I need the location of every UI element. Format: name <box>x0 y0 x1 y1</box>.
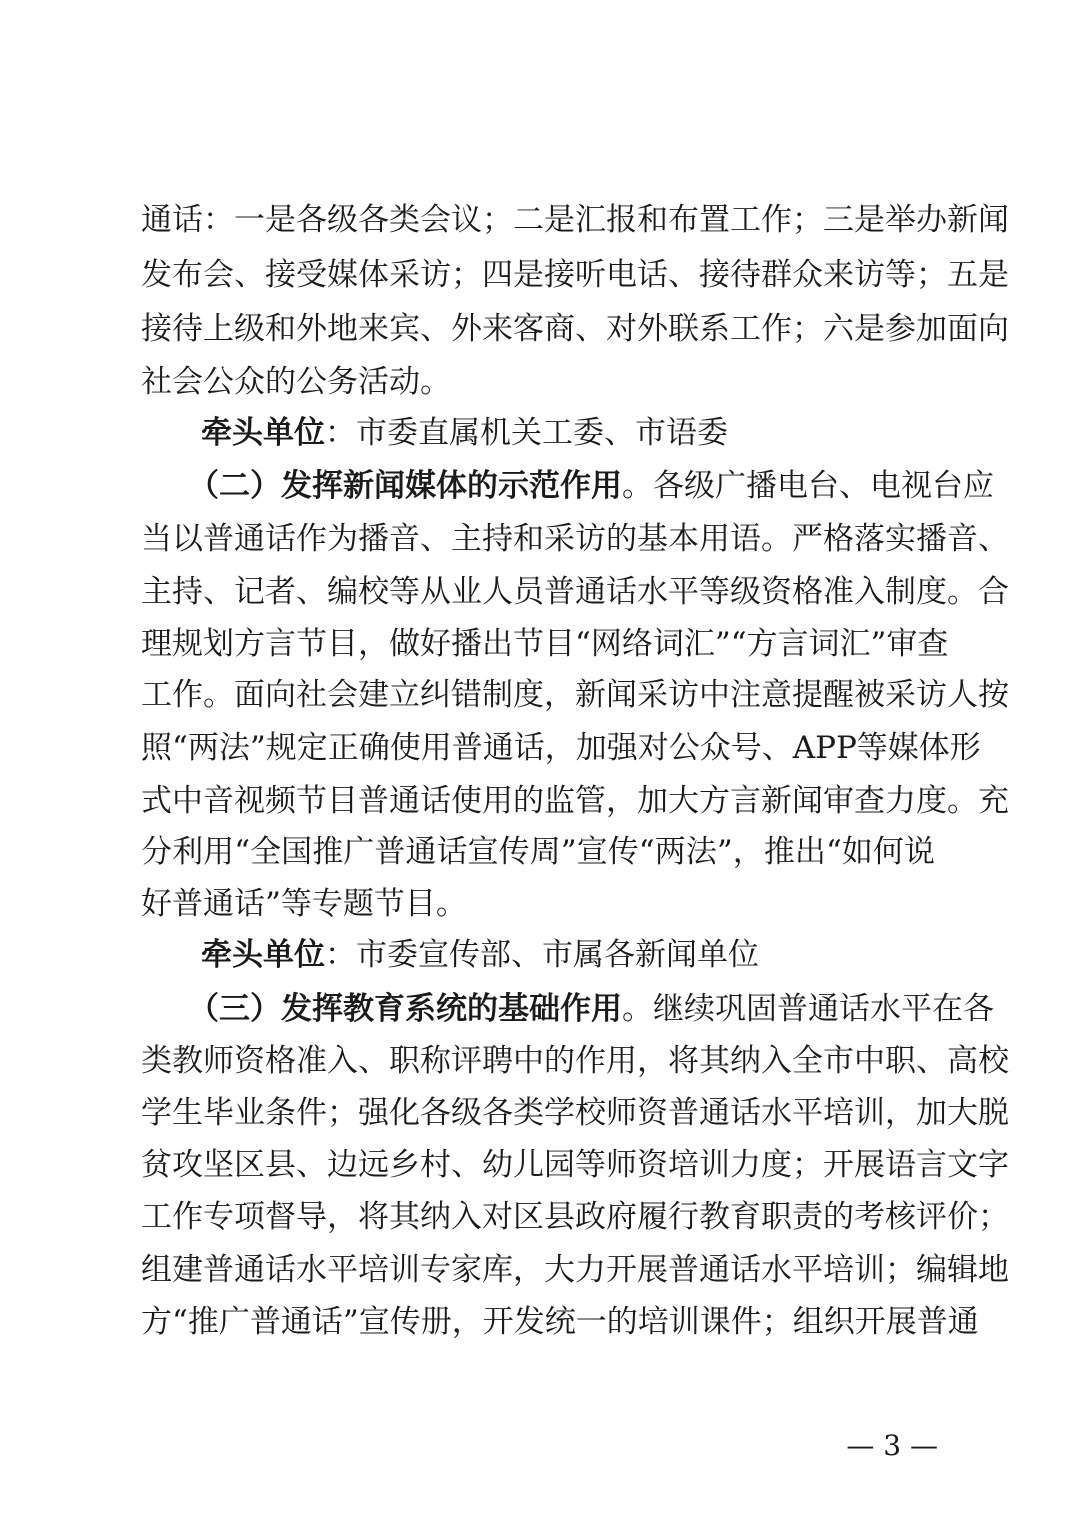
lead-unit-label: 牵头单位 <box>201 415 325 451</box>
section-heading-line <box>188 989 994 1029</box>
section-heading: （三）发挥教育系统的基础作用 <box>188 991 622 1027</box>
paragraph-line: 照“两法”规定正确使用普通话，加强对公众号、APP等媒体形 <box>141 730 981 766</box>
paragraph-line: 社会公众的公务活动。 <box>141 364 451 400</box>
paragraph-line: 式中音视频节目普通话使用的监管，加大方言新闻审查力度。充 <box>141 783 1009 819</box>
lead-unit-line <box>201 413 935 453</box>
section-text: 。各级广播电台、电视台应 <box>622 468 994 504</box>
paragraph-line: 工作。面向社会建立纠错制度，新闻采访中注意提醒被采访人按 <box>141 677 1009 713</box>
paragraph-line: 理规划方言节目，做好播出节目“网络词汇”“方言词汇”审查 <box>141 626 949 662</box>
lead-unit-line <box>201 935 935 975</box>
paragraph-line: 通话：一是各级各类会议；二是汇报和布置工作；三是举办新闻 <box>141 202 1009 238</box>
paragraph-line: 学生毕业条件；强化各级各类学校师资普通话水平培训，加大脱 <box>141 1095 1009 1131</box>
paragraph-line: 当以普通话作为播音、主持和采访的基本用语。严格落实播音、 <box>141 521 1009 557</box>
paragraph-line: 类教师资格准入、职称评聘中的作用，将其纳入全市中职、高校 <box>141 1043 1009 1079</box>
paragraph-line: 接待上级和外地来宾、外来客商、对外联系工作；六是参加面向 <box>141 311 1009 347</box>
section-text: 。继续巩固普通话水平在各 <box>622 991 994 1027</box>
paragraph-line: 分利用“全国推广普通话宣传周”宣传“两法”，推出“如何说 <box>141 834 935 870</box>
lead-unit-text: ：市委宣传部、市属各新闻单位 <box>325 937 759 973</box>
paragraph-line: 发布会、接受媒体采访；四是接听电话、接待群众来访等；五是 <box>141 257 1009 293</box>
paragraph-line: 贫攻坚区县、边远乡村、幼儿园等师资培训力度；开展语言文字 <box>141 1147 1009 1183</box>
paragraph-line: 主持、记者、编校等从业人员普通话水平等级资格准入制度。合 <box>141 574 1009 610</box>
lead-unit-text: ：市委直属机关工委、市语委 <box>325 415 728 451</box>
paragraph-line: 工作专项督导，将其纳入对区县政府履行教育职责的考核评价； <box>141 1199 1009 1235</box>
paragraph-line: 方“推广普通话”宣传册，开发统一的培训课件；组织开展普通 <box>141 1304 979 1340</box>
paragraph-line: 组建普通话水平培训专家库，大力开展普通话水平培训；编辑地 <box>141 1252 1009 1288</box>
section-heading: （二）发挥新闻媒体的示范作用 <box>188 468 622 504</box>
page-number: — 3 — <box>846 1429 938 1462</box>
section-heading-line <box>188 466 994 506</box>
paragraph-line: 好普通话”等专题节目。 <box>141 886 467 922</box>
lead-unit-label: 牵头单位 <box>201 937 325 973</box>
